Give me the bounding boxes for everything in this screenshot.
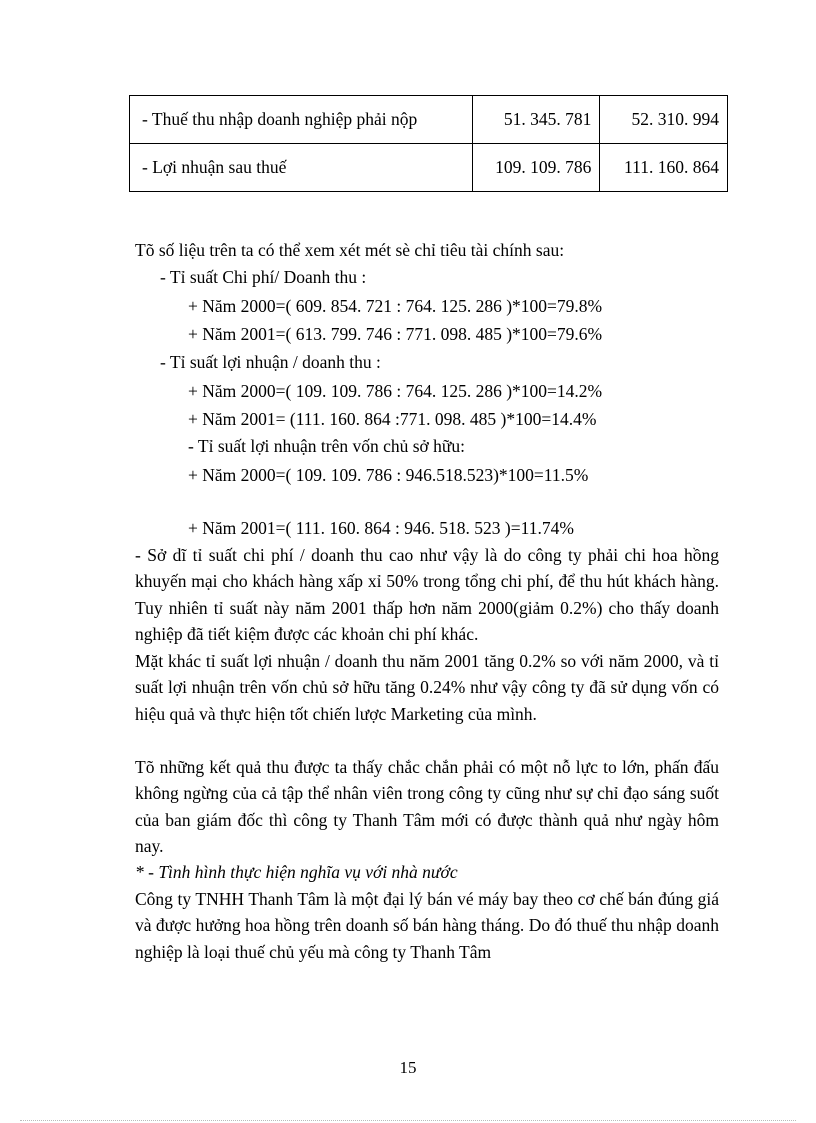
ratio3-title: - Tỉ suất lợi nhuận trên vốn chủ sở hữu: bbox=[188, 436, 466, 456]
ratio2-title: - Tỉ suất lợi nhuận / doanh thu : bbox=[160, 352, 381, 372]
table-row bbox=[130, 96, 728, 144]
value-2001: 52. 310. 994 bbox=[600, 96, 728, 144]
row-label: - Thuế thu nhập doanh nghiệp phải nộp bbox=[130, 96, 473, 144]
value-2001: 111. 160. 864 bbox=[600, 144, 728, 192]
footer-divider bbox=[20, 1120, 796, 1121]
paragraph-company: Công ty TNHH Thanh Tâm là một đại lý bán vé máy bay theo cơ chế bán đúng giá và được hưởng hoa hồng trên doanh số bán hàng tháng. Do đó thuế thu nhập doanh nghiệp là loại thuế chủ yếu mà công ty Thanh Tâm bbox=[135, 889, 719, 962]
section-heading: * - Tình hình thực hiện nghĩa vụ với nhà nước bbox=[135, 862, 458, 882]
table-row bbox=[130, 144, 728, 192]
ratio3-2001: + Năm 2001=( 111. 160. 864 : 946. 518. 523 )=11.74% bbox=[188, 518, 574, 538]
paragraph-profit-ratio: Mặt khác tỉ suất lợi nhuận / doanh thu năm 2001 tăng 0.2% so với năm 2000, và tỉ suất lợi nhuận trên vốn chủ sở hữu tăng 0.24% như vậy công ty đã sử dụng vốn có hiệu quả và thực hiện tốt chiến lược Marketing của mình. bbox=[135, 651, 719, 724]
ratio1-2001: + Năm 2001=( 613. 799. 746 : 771. 098. 485 )*100=79.6% bbox=[188, 324, 603, 344]
ratio1-title: - Tỉ suất Chi phí/ Doanh thu : bbox=[160, 267, 367, 287]
value-2000: 109. 109. 786 bbox=[472, 144, 600, 192]
ratio1-2000: + Năm 2000=( 609. 854. 721 : 764. 125. 286 )*100=79.8% bbox=[188, 296, 603, 316]
intro-text: Tõ số liệu trên ta có thể xem xét mét sè chỉ tiêu tài chính sau: bbox=[135, 240, 565, 260]
ratio2-2001: + Năm 2001= (111. 160. 864 :771. 098. 485 )*100=14.4% bbox=[188, 409, 597, 429]
financial-table bbox=[129, 95, 728, 192]
row-label: - Lợi nhuận sau thuế bbox=[130, 144, 473, 192]
paragraph-cost-ratio: - Sở dĩ tỉ suất chi phí / doanh thu cao như vậy là do công ty phải chi hoa hồng khuyến mại cho khách hàng xấp xỉ 50% trong tổng chi phí, để thu hút khách hàng. Tuy nhiên tỉ suất này năm 2001 thấp hơn năm 2000(giảm 0.2%) cho thấy doanh nghiệp đã tiết kiệm được các khoản chi phí khác. bbox=[135, 545, 719, 644]
paragraph-results: Tõ những kết quả thu được ta thấy chắc chắn phải có một nỗ lực to lớn, phấn đấu không ngừng của cả tập thể nhân viên trong công ty cũng như sự chỉ đạo sáng suốt của ban giám đốc thì công ty Thanh Tâm mới có được thành quả như ngày hôm nay. bbox=[135, 757, 719, 856]
ratio2-2000: + Năm 2000=( 109. 109. 786 : 764. 125. 286 )*100=14.2% bbox=[188, 381, 603, 401]
value-2000: 51. 345. 781 bbox=[472, 96, 600, 144]
page-number: 15 bbox=[399, 1058, 417, 1077]
ratio3-2000: + Năm 2000=( 109. 109. 786 : 946.518.523)*100=11.5% bbox=[188, 465, 589, 485]
